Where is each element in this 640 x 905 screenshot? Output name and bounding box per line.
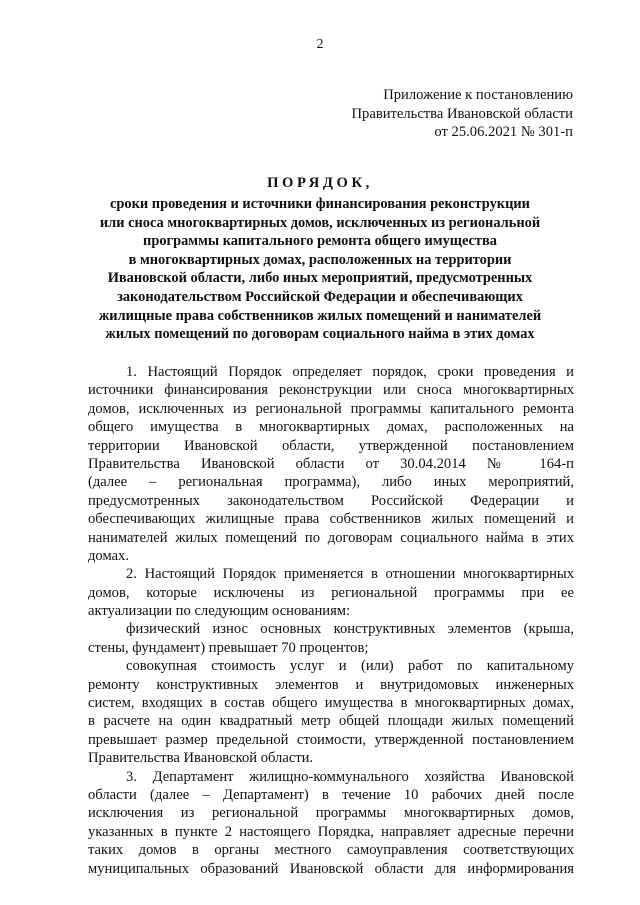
subtitle-line: сроки проведения и источники финансирования реконструкции (110, 196, 530, 212)
body-text-line: 3. Департамент жилищно-коммунального хозяйства Ивановской (126, 768, 574, 785)
subtitle-line: Ивановской области, либо иных мероприятий, предусмотренных (107, 270, 533, 287)
body-text-line: области (далее – Департамент) в течение 10 рабочих дней после (88, 786, 574, 803)
body-text-line: источники финансирования реконструкции или сноса многоквартирных (88, 382, 574, 399)
body-text-line: общего имущества в многоквартирных домах, расположенных на (88, 419, 574, 436)
body-text-line: превышает размер предельной стоимости, утвержденной постановлением (88, 731, 574, 748)
subtitle-line: или сноса многоквартирных домов, исключенных из региональной (99, 214, 541, 231)
body-text-line: (далее – региональная программа), либо иных мероприятий, (88, 474, 574, 491)
body-text-line: таких домов в органы местного самоуправления соответствующих (88, 842, 574, 859)
body-text-line: Правительства Ивановской области от 30.04.2014 № 164-п (88, 455, 574, 472)
body-text-line: территории Ивановской области, утвержденной постановлением (88, 437, 574, 454)
body-text-line: стены, фундамент) превышает 70 процентов; (88, 639, 369, 656)
document-title: ПОРЯДОК, (267, 175, 373, 191)
body-text-line: Правительства Ивановской области. (88, 750, 314, 767)
subtitle-line: законодательством Российской Федерации и обеспечивающих (117, 288, 523, 305)
appendix-decree-reference: от 25.06.2021 № 301-п (434, 124, 573, 140)
body-text-line: домах. (88, 547, 130, 564)
body-text-line: в расчете на один квадратный метр общей площади жилых помещений (88, 713, 574, 730)
body-text-line: предусмотренных законодательством Российской Федерации и (88, 492, 574, 509)
body-text-line: совокупная стоимость услуг и (или) работ по капитальному (126, 658, 574, 675)
body-text-line: домов, исключенных из региональной программы капитального ремонта (88, 400, 574, 417)
subtitle-line: жилых помещений по договорам социального найма в этих домах (105, 326, 535, 343)
document-body (88, 363, 574, 878)
body-text-line: обеспечивающих жилищные права собственников жилых помещений и (88, 511, 574, 528)
body-text-line: домов, которые исключены из региональной программы при ее (88, 584, 574, 601)
body-text-line: нанимателей жилых помещений по договорам социального найма в этих (88, 529, 574, 546)
body-text-line: физический износ основных конструктивных элементов (крыша, (126, 621, 574, 638)
appendix-header (352, 86, 573, 142)
appendix-line: Приложение к постановлению (383, 87, 573, 103)
subtitle-line: программы капитального ремонта общего имущества (143, 233, 497, 250)
document-subtitle (66, 195, 574, 344)
body-text-line: систем, входящих в состав общего имущества в многоквартирных домах, (88, 695, 574, 712)
body-text-line: 1. Настоящий Порядок определяет порядок, сроки проведения и (126, 364, 574, 380)
body-text-line: указанных в пункте 2 настоящего Порядка, направляет адресные перечни (88, 823, 574, 840)
appendix-line: Правительства Ивановской области (351, 105, 573, 122)
body-text-line: исключения из региональной программы многоквартирных домов, (88, 805, 574, 822)
page-number: 2 (316, 37, 324, 52)
document-title-block (66, 174, 574, 344)
subtitle-line: в многоквартирных домах, расположенных на территории (128, 251, 512, 268)
body-text-line: актуализации по следующим основаниям: (88, 603, 351, 620)
subtitle-line: жилищные права собственников жилых помещений и нанимателей (98, 307, 542, 324)
body-text-line: 2. Настоящий Порядок применяется в отношении многоквартирных (126, 566, 574, 583)
body-text-line: ремонту конструктивных элементов и внутридомовых инженерных (88, 676, 574, 693)
body-text-line: муниципальных образований Ивановской области для информирования (88, 860, 574, 877)
